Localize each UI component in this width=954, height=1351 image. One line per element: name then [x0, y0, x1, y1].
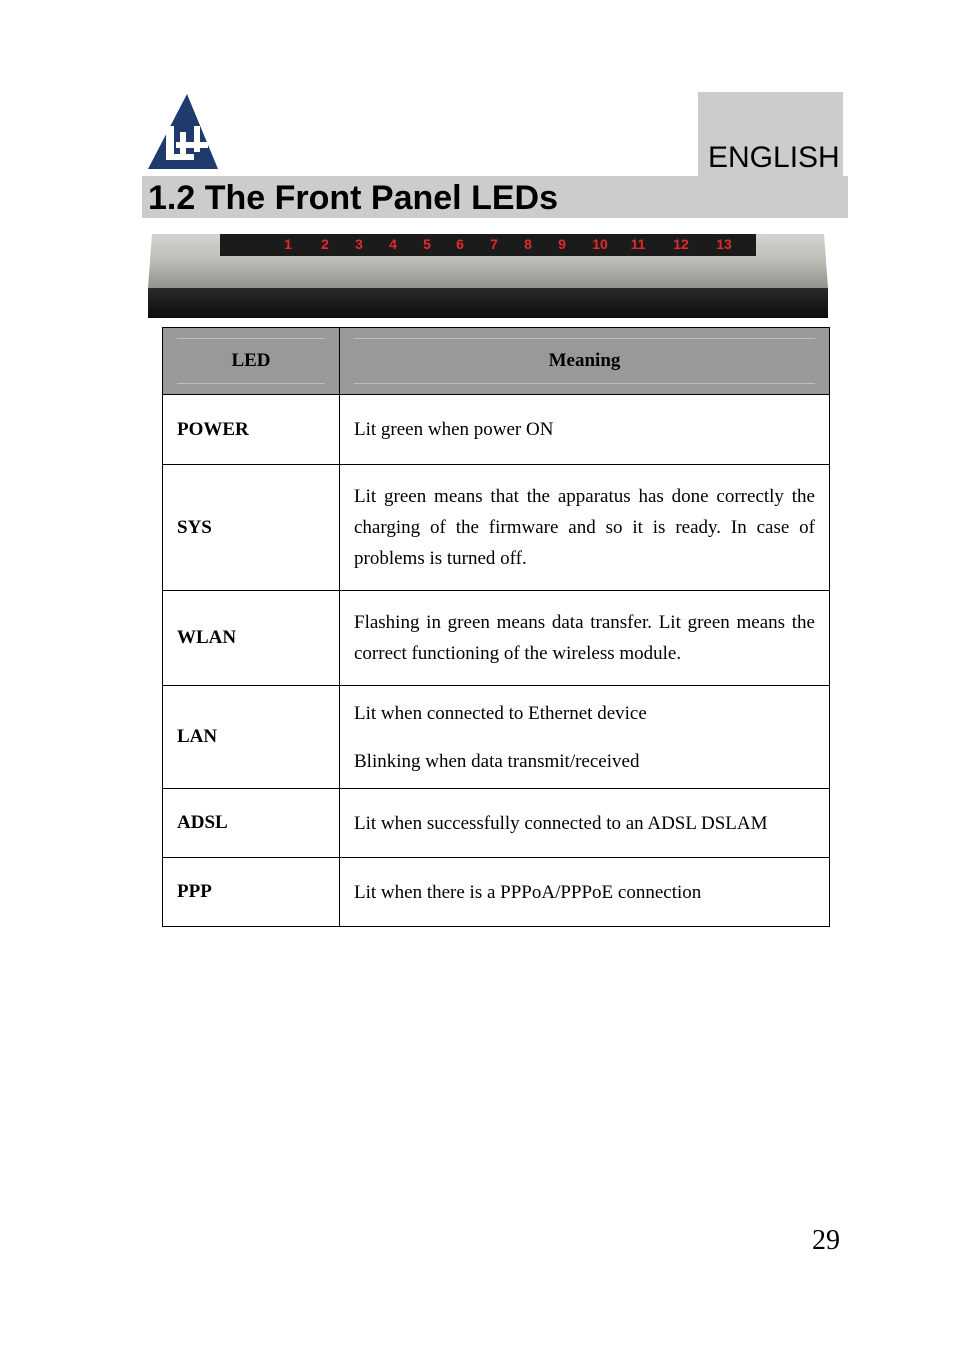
led-number-label: 5: [423, 236, 431, 252]
led-name-cell: POWER: [163, 395, 340, 465]
meaning-cell: Lit when there is a PPPoA/PPPoE connection: [340, 858, 830, 927]
led-number-label: 2: [321, 236, 329, 252]
table-row: [163, 686, 830, 789]
led-number-label: 9: [558, 236, 566, 252]
front-panel-image: [148, 230, 828, 320]
table-header-row: [163, 328, 830, 395]
led-number-label: 1: [284, 236, 292, 252]
atlantis-logo-icon: [146, 92, 220, 170]
led-header-label: LED: [231, 350, 271, 371]
led-column-header: [163, 328, 340, 395]
meaning-column-header: [340, 328, 830, 395]
table-row: [163, 789, 830, 858]
meaning-cell: Flashing in green means data transfer. Lit green means the correct functioning of the wireless module.: [340, 591, 830, 686]
led-number-label: 10: [592, 236, 608, 252]
led-number-label: 6: [456, 236, 464, 252]
meaning-cell: Lit when successfully connected to an ADSL DSLAM: [340, 789, 830, 858]
meaning-cell: Lit when connected to Ethernet device Blinking when data transmit/received: [340, 686, 830, 789]
table-row: [163, 858, 830, 927]
led-number-label: 11: [630, 236, 646, 252]
led-number-label: 4: [389, 236, 397, 252]
page-number: 29: [812, 1225, 840, 1256]
led-table: [162, 327, 830, 927]
page-title: 1.2 The Front Panel LEDs: [148, 179, 558, 217]
led-name-cell: ADSL: [163, 789, 340, 858]
led-number-label: 7: [490, 236, 498, 252]
led-number-label: 3: [355, 236, 363, 252]
led-name-cell: LAN: [163, 686, 340, 789]
meaning-cell: Lit green means that the apparatus has done correctly the charging of the firmware and so it is ready. In case of problems is turned off.: [340, 465, 830, 591]
led-name-cell: PPP: [163, 858, 340, 927]
led-number-label: 13: [716, 236, 732, 252]
language-label: ENGLISH: [708, 141, 840, 174]
meaning-cell: Lit green when power ON: [340, 395, 830, 465]
led-name-cell: WLAN: [163, 591, 340, 686]
led-name-cell: SYS: [163, 465, 340, 591]
table-row: [163, 395, 830, 465]
led-number-label: 8: [524, 236, 532, 252]
table-row: [163, 591, 830, 686]
led-number-label: 12: [673, 236, 689, 252]
table-row: [163, 465, 830, 591]
meaning-header-label: Meaning: [548, 350, 621, 371]
